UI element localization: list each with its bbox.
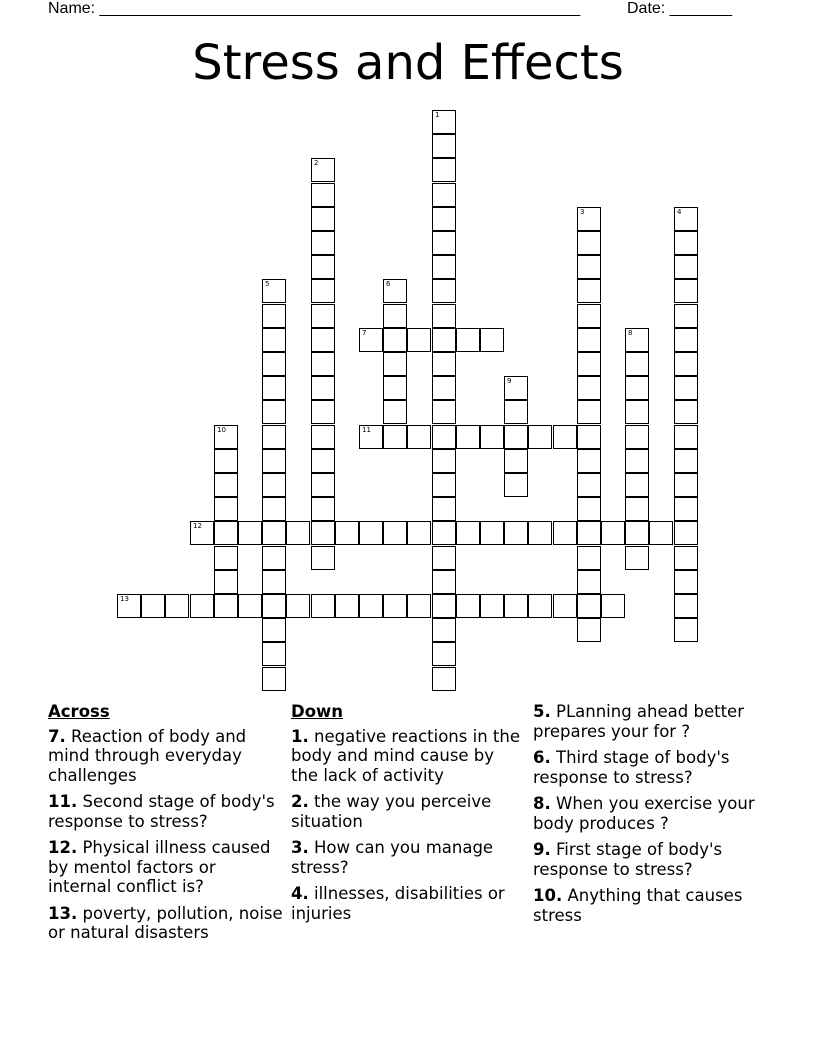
clue-number: 7. bbox=[48, 726, 66, 746]
grid-cell[interactable] bbox=[432, 328, 456, 352]
across-clue bbox=[48, 838, 283, 897]
grid-cell[interactable] bbox=[262, 667, 286, 691]
grid-cell[interactable] bbox=[432, 352, 456, 376]
grid-cell[interactable] bbox=[432, 231, 456, 255]
grid-cell[interactable] bbox=[674, 400, 698, 424]
grid-cell[interactable] bbox=[674, 473, 698, 497]
grid-cell[interactable] bbox=[262, 425, 286, 449]
grid-cell[interactable] bbox=[432, 304, 456, 328]
clue-number: 11. bbox=[48, 792, 78, 811]
clue-number: 10. bbox=[533, 886, 563, 905]
grid-cell[interactable] bbox=[577, 376, 601, 400]
grid-cell[interactable] bbox=[214, 546, 238, 570]
down-clue bbox=[533, 702, 773, 741]
grid-cell[interactable] bbox=[311, 304, 335, 328]
grid-cell[interactable] bbox=[625, 546, 649, 570]
cell-number: 10 bbox=[217, 426, 226, 434]
clue-text: the way you perceive situation bbox=[291, 792, 492, 831]
grid-cell[interactable] bbox=[432, 110, 456, 134]
grid-cell[interactable] bbox=[577, 328, 601, 352]
grid-cell[interactable] bbox=[625, 425, 649, 449]
down-clue bbox=[533, 886, 773, 925]
clue-text: Reaction of body and mind through everyday challenges bbox=[48, 726, 247, 785]
puzzle-title: Stress and Effects bbox=[192, 35, 624, 91]
grid-cell[interactable] bbox=[674, 449, 698, 473]
clue-number: 2. bbox=[291, 792, 309, 811]
grid-cell[interactable] bbox=[262, 521, 286, 545]
grid-cell[interactable] bbox=[504, 594, 528, 618]
grid-cell[interactable] bbox=[383, 304, 407, 328]
grid-cell[interactable] bbox=[432, 376, 456, 400]
down-clues-column-2 bbox=[533, 702, 773, 932]
clue-text: Anything that causes stress bbox=[533, 886, 743, 925]
date-field: Date: _______ bbox=[627, 0, 732, 17]
grid-cell[interactable] bbox=[432, 425, 456, 449]
grid-cell[interactable] bbox=[432, 473, 456, 497]
grid-cell[interactable] bbox=[359, 328, 383, 352]
cell-number: 13 bbox=[120, 595, 129, 603]
grid-cell[interactable] bbox=[577, 473, 601, 497]
grid-cell[interactable] bbox=[432, 521, 456, 545]
grid-cell[interactable] bbox=[577, 231, 601, 255]
clue-text: poverty, pollution, noise or natural disasters bbox=[48, 903, 283, 942]
grid-cell[interactable] bbox=[214, 497, 238, 521]
grid-cell[interactable] bbox=[214, 594, 238, 618]
grid-cell[interactable] bbox=[625, 400, 649, 424]
grid-cell[interactable] bbox=[577, 618, 601, 642]
grid-cell[interactable] bbox=[190, 594, 214, 618]
grid-cell[interactable] bbox=[311, 449, 335, 473]
grid-cell[interactable] bbox=[553, 594, 577, 618]
grid-cell[interactable] bbox=[359, 425, 383, 449]
cell-number: 5 bbox=[265, 280, 270, 288]
clue-number: 1. bbox=[291, 726, 309, 746]
clue-number: 13. bbox=[48, 903, 78, 923]
grid-cell[interactable] bbox=[432, 618, 456, 642]
grid-cell[interactable] bbox=[432, 570, 456, 594]
grid-cell[interactable] bbox=[359, 594, 383, 618]
grid-cell[interactable] bbox=[432, 134, 456, 158]
grid-cell[interactable] bbox=[601, 594, 625, 618]
grid-cell[interactable] bbox=[286, 594, 310, 618]
grid-cell[interactable] bbox=[311, 352, 335, 376]
grid-cell[interactable] bbox=[432, 207, 456, 231]
grid-cell[interactable] bbox=[311, 521, 335, 545]
grid-cell[interactable] bbox=[504, 449, 528, 473]
grid-cell[interactable] bbox=[674, 304, 698, 328]
grid-cell[interactable] bbox=[480, 328, 504, 352]
grid-cell[interactable] bbox=[311, 183, 335, 207]
grid-cell[interactable] bbox=[674, 231, 698, 255]
grid-cell[interactable] bbox=[553, 425, 577, 449]
grid-cell[interactable] bbox=[456, 425, 480, 449]
grid-cell[interactable] bbox=[674, 328, 698, 352]
grid-cell[interactable] bbox=[432, 158, 456, 182]
grid-cell[interactable] bbox=[480, 594, 504, 618]
clue-number: 8. bbox=[533, 794, 551, 813]
cell-number: 4 bbox=[677, 208, 682, 216]
grid-cell[interactable] bbox=[311, 376, 335, 400]
grid-cell[interactable] bbox=[625, 473, 649, 497]
grid-cell[interactable] bbox=[456, 328, 480, 352]
grid-cell[interactable] bbox=[214, 425, 238, 449]
grid-cell[interactable] bbox=[311, 400, 335, 424]
name-field: Name: ______________________________________________________ bbox=[48, 0, 581, 17]
grid-cell[interactable] bbox=[577, 304, 601, 328]
cell-number: 12 bbox=[193, 522, 202, 530]
grid-cell[interactable] bbox=[383, 352, 407, 376]
grid-cell[interactable] bbox=[262, 328, 286, 352]
cell-number: 7 bbox=[362, 329, 367, 337]
grid-cell[interactable] bbox=[407, 425, 431, 449]
grid-cell[interactable] bbox=[456, 594, 480, 618]
grid-cell[interactable] bbox=[214, 473, 238, 497]
grid-cell[interactable] bbox=[311, 328, 335, 352]
grid-cell[interactable] bbox=[359, 521, 383, 545]
grid-cell[interactable] bbox=[625, 352, 649, 376]
grid-cell[interactable] bbox=[383, 400, 407, 424]
grid-cell[interactable] bbox=[674, 546, 698, 570]
grid-cell[interactable] bbox=[480, 425, 504, 449]
down-clue bbox=[533, 748, 773, 787]
grid-cell[interactable] bbox=[311, 207, 335, 231]
clue-text: How can you manage stress? bbox=[291, 838, 494, 877]
grid-cell[interactable] bbox=[577, 570, 601, 594]
grid-cell[interactable] bbox=[262, 546, 286, 570]
down-clue bbox=[533, 840, 773, 879]
grid-cell[interactable] bbox=[601, 521, 625, 545]
cell-number: 2 bbox=[314, 159, 319, 167]
grid-cell[interactable] bbox=[311, 231, 335, 255]
clue-number: 6. bbox=[533, 748, 551, 767]
grid-cell[interactable] bbox=[238, 594, 262, 618]
grid-cell[interactable] bbox=[311, 594, 335, 618]
grid-cell[interactable] bbox=[335, 521, 359, 545]
grid-cell[interactable] bbox=[383, 279, 407, 303]
grid-cell[interactable] bbox=[577, 207, 601, 231]
grid-cell[interactable] bbox=[311, 546, 335, 570]
down-clue bbox=[533, 794, 773, 833]
grid-cell[interactable] bbox=[262, 352, 286, 376]
grid-cell[interactable] bbox=[480, 521, 504, 545]
grid-cell[interactable] bbox=[335, 594, 359, 618]
grid-cell[interactable] bbox=[577, 400, 601, 424]
grid-cell[interactable] bbox=[577, 425, 601, 449]
grid-cell[interactable] bbox=[311, 497, 335, 521]
grid-cell[interactable] bbox=[214, 521, 238, 545]
grid-cell[interactable] bbox=[432, 183, 456, 207]
grid-cell[interactable] bbox=[383, 328, 407, 352]
grid-cell[interactable] bbox=[577, 546, 601, 570]
clue-number: 12. bbox=[48, 838, 78, 857]
grid-cell[interactable] bbox=[311, 473, 335, 497]
grid-cell[interactable] bbox=[674, 594, 698, 618]
grid-cell[interactable] bbox=[311, 255, 335, 279]
grid-cell[interactable] bbox=[407, 521, 431, 545]
grid-cell[interactable] bbox=[262, 473, 286, 497]
grid-cell[interactable] bbox=[311, 425, 335, 449]
grid-cell[interactable] bbox=[577, 521, 601, 545]
across-heading: Across bbox=[48, 702, 110, 721]
grid-cell[interactable] bbox=[262, 279, 286, 303]
grid-cell[interactable] bbox=[432, 400, 456, 424]
grid-cell[interactable] bbox=[262, 497, 286, 521]
clue-text: When you exercise your body produces ? bbox=[533, 794, 755, 833]
cell-number: 9 bbox=[507, 377, 512, 385]
grid-cell[interactable] bbox=[117, 594, 141, 618]
cell-number: 11 bbox=[362, 426, 371, 434]
grid-cell[interactable] bbox=[504, 425, 528, 449]
cell-number: 1 bbox=[435, 111, 440, 119]
grid-cell[interactable] bbox=[625, 328, 649, 352]
grid-cell[interactable] bbox=[649, 521, 673, 545]
clue-text: illnesses, disabilities or injuries bbox=[291, 884, 505, 923]
cell-number: 3 bbox=[580, 208, 585, 216]
grid-cell[interactable] bbox=[625, 376, 649, 400]
clue-number: 9. bbox=[533, 840, 551, 859]
grid-cell[interactable] bbox=[577, 255, 601, 279]
across-clue bbox=[48, 792, 283, 831]
down-clue bbox=[291, 884, 521, 923]
grid-cell[interactable] bbox=[262, 642, 286, 666]
grid-cell[interactable] bbox=[577, 497, 601, 521]
clue-number: 5. bbox=[533, 702, 551, 721]
grid-cell[interactable] bbox=[674, 255, 698, 279]
grid-cell[interactable] bbox=[165, 594, 189, 618]
clue-text: negative reactions in the body and mind cause by the lack of activity bbox=[291, 726, 520, 785]
grid-cell[interactable] bbox=[528, 594, 552, 618]
cell-number: 6 bbox=[386, 280, 391, 288]
grid-cell[interactable] bbox=[504, 473, 528, 497]
grid-cell[interactable] bbox=[456, 521, 480, 545]
clue-text: Third stage of body's response to stress? bbox=[533, 748, 730, 787]
grid-cell[interactable] bbox=[674, 497, 698, 521]
grid-cell[interactable] bbox=[674, 521, 698, 545]
grid-cell[interactable] bbox=[262, 594, 286, 618]
grid-cell[interactable] bbox=[383, 521, 407, 545]
grid-cell[interactable] bbox=[577, 352, 601, 376]
grid-cell[interactable] bbox=[432, 497, 456, 521]
grid-cell[interactable] bbox=[625, 521, 649, 545]
grid-cell[interactable] bbox=[262, 449, 286, 473]
grid-cell[interactable] bbox=[432, 546, 456, 570]
grid-cell[interactable] bbox=[504, 521, 528, 545]
down-clue bbox=[291, 792, 521, 831]
down-heading: Down bbox=[291, 702, 344, 721]
grid-cell[interactable] bbox=[625, 449, 649, 473]
grid-cell[interactable] bbox=[311, 158, 335, 182]
grid-cell[interactable] bbox=[432, 279, 456, 303]
across-clue bbox=[48, 904, 283, 943]
grid-cell[interactable] bbox=[674, 207, 698, 231]
clue-text: Physical illness caused by mentol factors or internal conflict is? bbox=[48, 838, 271, 896]
clue-text: First stage of body's response to stress? bbox=[533, 840, 723, 879]
grid-cell[interactable] bbox=[504, 400, 528, 424]
across-clue bbox=[48, 727, 283, 786]
grid-cell[interactable] bbox=[577, 279, 601, 303]
grid-cell[interactable] bbox=[674, 279, 698, 303]
grid-cell[interactable] bbox=[577, 594, 601, 618]
grid-cell[interactable] bbox=[504, 376, 528, 400]
grid-cell[interactable] bbox=[674, 352, 698, 376]
clue-number: 4. bbox=[291, 884, 309, 903]
grid-cell[interactable] bbox=[432, 449, 456, 473]
clue-number: 3. bbox=[291, 838, 309, 857]
down-clues-column-1 bbox=[291, 702, 521, 930]
grid-cell[interactable] bbox=[214, 570, 238, 594]
grid-cell[interactable] bbox=[383, 425, 407, 449]
clue-text: Second stage of body's response to stress? bbox=[48, 792, 275, 831]
grid-cell[interactable] bbox=[432, 594, 456, 618]
clue-text: PLanning ahead better prepares your for ? bbox=[533, 702, 744, 741]
grid-cell[interactable] bbox=[311, 279, 335, 303]
grid-cell[interactable] bbox=[214, 449, 238, 473]
across-clues bbox=[48, 702, 283, 950]
grid-cell[interactable] bbox=[407, 594, 431, 618]
grid-cell[interactable] bbox=[262, 570, 286, 594]
grid-cell[interactable] bbox=[577, 449, 601, 473]
grid-cell[interactable] bbox=[674, 376, 698, 400]
grid-cell[interactable] bbox=[383, 594, 407, 618]
grid-cell[interactable] bbox=[674, 570, 698, 594]
grid-cell[interactable] bbox=[262, 400, 286, 424]
grid-cell[interactable] bbox=[407, 328, 431, 352]
down-clue bbox=[291, 727, 521, 786]
grid-cell[interactable] bbox=[238, 521, 262, 545]
grid-cell[interactable] bbox=[432, 642, 456, 666]
grid-cell[interactable] bbox=[190, 521, 214, 545]
grid-cell[interactable] bbox=[674, 618, 698, 642]
grid-cell[interactable] bbox=[262, 376, 286, 400]
grid-cell[interactable] bbox=[528, 425, 552, 449]
grid-cell[interactable] bbox=[553, 521, 577, 545]
grid-cell[interactable] bbox=[286, 521, 310, 545]
grid-cell[interactable] bbox=[528, 521, 552, 545]
cell-number: 8 bbox=[628, 329, 633, 337]
grid-cell[interactable] bbox=[262, 618, 286, 642]
down-clue bbox=[291, 838, 521, 877]
grid-cell[interactable] bbox=[262, 304, 286, 328]
grid-cell[interactable] bbox=[141, 594, 165, 618]
grid-cell[interactable] bbox=[432, 255, 456, 279]
grid-cell[interactable] bbox=[383, 376, 407, 400]
grid-cell[interactable] bbox=[432, 667, 456, 691]
grid-cell[interactable] bbox=[625, 497, 649, 521]
grid-cell[interactable] bbox=[674, 425, 698, 449]
